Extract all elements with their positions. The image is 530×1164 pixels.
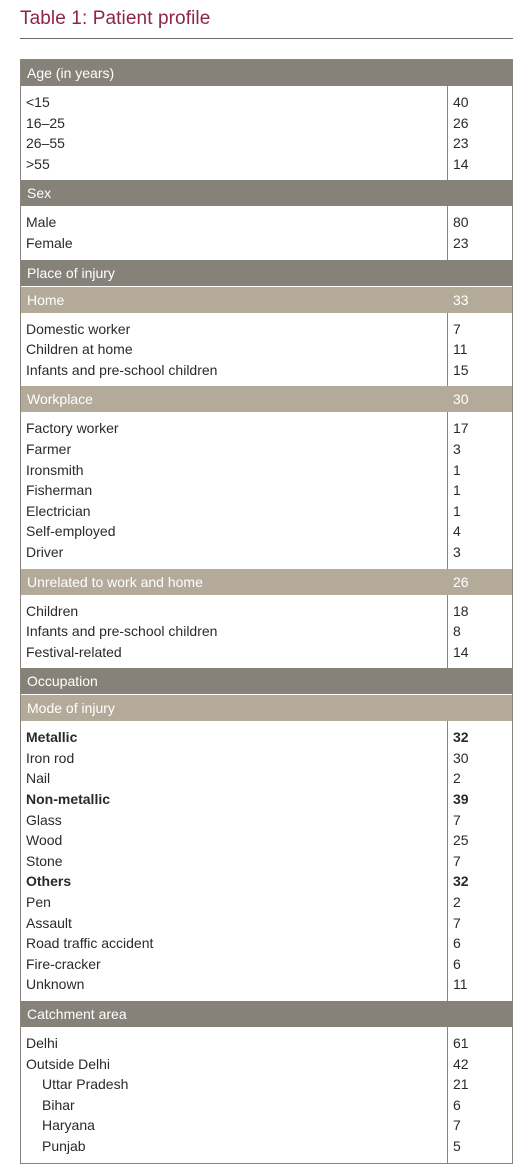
row-label: Metallic <box>26 729 78 746</box>
row-label: Driver <box>26 543 64 560</box>
section-header-label: Catchment area <box>27 1006 127 1022</box>
section-header-label: Occupation <box>27 673 98 690</box>
row-value: 8 <box>453 623 461 640</box>
section-header-label: Age (in years) <box>27 65 115 81</box>
section-header-occupation <box>21 668 512 694</box>
row-value: 7 <box>453 914 461 931</box>
row-label: Nail <box>26 770 51 787</box>
row-label: Road traffic accident <box>26 935 154 952</box>
table-row <box>21 542 512 563</box>
row-label: Fire-cracker <box>26 955 101 972</box>
row-label: Bihar <box>42 1096 75 1113</box>
row-value: 6 <box>453 935 461 952</box>
row-label: Festival-related <box>26 643 122 660</box>
row-value: 11 <box>453 976 468 993</box>
row-value: 23 <box>453 135 469 152</box>
unrelated-rows <box>21 595 512 669</box>
row-label: Fisherman <box>26 482 93 499</box>
title-divider <box>20 38 513 39</box>
row-value: 2 <box>453 894 461 911</box>
row-label: Pen <box>26 894 51 911</box>
table-row <box>21 439 512 460</box>
row-value: 2 <box>453 770 461 787</box>
table-row <box>21 768 512 789</box>
row-value: 3 <box>453 543 461 560</box>
row-label: Self-employed <box>26 523 116 540</box>
row-label: Punjab <box>42 1137 86 1154</box>
workplace-rows <box>21 412 512 568</box>
subsection-header-mode-of-injury <box>21 694 512 721</box>
table-row <box>21 460 512 481</box>
table-row <box>21 1074 512 1095</box>
row-value: 5 <box>453 1137 461 1154</box>
table-row <box>21 851 512 872</box>
row-value: 25 <box>453 832 469 849</box>
table-row <box>21 233 512 254</box>
row-value: 42 <box>453 1055 469 1072</box>
row-label: Ironsmith <box>26 461 84 478</box>
subsection-header-value: 26 <box>453 573 469 590</box>
table-row <box>21 319 512 340</box>
row-label: Domestic worker <box>26 320 131 337</box>
table-row <box>21 748 512 769</box>
table-row <box>21 339 512 360</box>
catchment-rows <box>21 1027 512 1163</box>
row-value: 1 <box>453 461 461 478</box>
row-value: 7 <box>453 811 461 828</box>
table-row <box>21 480 512 501</box>
table-row <box>21 92 512 113</box>
row-value: 11 <box>453 341 468 358</box>
table-title: Table 1: Patient profile <box>20 8 211 29</box>
table-row <box>21 133 512 154</box>
table-row <box>21 501 512 522</box>
age-rows <box>21 86 512 180</box>
row-label: >55 <box>26 155 50 172</box>
row-value: 14 <box>453 643 469 660</box>
row-value: 15 <box>453 361 469 378</box>
table-row <box>21 360 512 381</box>
row-label: Uttar Pradesh <box>42 1076 129 1093</box>
table-row <box>21 830 512 851</box>
row-label: Others <box>26 873 72 890</box>
row-label: 26–55 <box>26 135 65 152</box>
table-row <box>21 1115 512 1136</box>
patient-profile-table <box>20 59 513 1164</box>
row-label: Factory worker <box>26 420 119 437</box>
row-value: 32 <box>453 729 469 746</box>
row-value: 61 <box>453 1035 469 1051</box>
section-header-age <box>21 60 512 86</box>
table-row <box>21 913 512 934</box>
table-row <box>21 974 512 995</box>
section-header-label: Place of injury <box>27 264 115 281</box>
table-row <box>21 954 512 975</box>
row-label: Infants and pre-school children <box>26 361 218 378</box>
subsection-header-value: 30 <box>453 391 469 408</box>
table-row <box>21 933 512 954</box>
row-label: Wood <box>26 832 63 849</box>
subsection-header-label: Workplace <box>27 391 93 408</box>
row-label: <15 <box>26 94 50 110</box>
row-value: 30 <box>453 749 469 766</box>
row-value: 39 <box>453 791 469 808</box>
subsection-header-label: Home <box>27 291 65 308</box>
table-row <box>21 1136 512 1157</box>
row-value: 14 <box>453 155 469 172</box>
row-label: Assault <box>26 914 72 931</box>
subsection-header-home <box>21 286 512 313</box>
table-row <box>21 212 512 233</box>
row-label: Farmer <box>26 440 72 457</box>
row-value: 18 <box>453 602 469 619</box>
sex-rows <box>21 206 512 259</box>
row-label: Children <box>26 602 79 619</box>
row-label: Electrician <box>26 502 91 519</box>
table-row <box>21 113 512 134</box>
row-label: Male <box>26 214 57 231</box>
mode-rows <box>21 721 512 1001</box>
subsection-header-label: Mode of injury <box>27 700 115 717</box>
row-label: Non-metallic <box>26 791 111 808</box>
row-value: 7 <box>453 1117 461 1134</box>
table-row <box>21 642 512 663</box>
table-row <box>21 789 512 810</box>
subsection-header-value: 33 <box>453 291 469 308</box>
table-row <box>21 810 512 831</box>
row-value: 4 <box>453 523 461 540</box>
row-value: 40 <box>453 94 469 110</box>
row-label: Outside Delhi <box>26 1055 111 1072</box>
row-value: 23 <box>453 234 469 251</box>
row-value: 32 <box>453 873 469 890</box>
table-row <box>21 601 512 622</box>
subsection-header-label: Unrelated to work and home <box>27 573 203 590</box>
row-label: Children at home <box>26 341 133 358</box>
home-rows <box>21 313 512 387</box>
row-label: 16–25 <box>26 114 65 131</box>
table-row <box>21 1095 512 1116</box>
row-value: 17 <box>453 420 469 437</box>
row-label: Stone <box>26 852 63 869</box>
row-value: 6 <box>453 955 461 972</box>
row-value: 7 <box>453 852 461 869</box>
section-header-place-of-injury <box>21 260 512 286</box>
table-row <box>21 892 512 913</box>
subsection-header-workplace <box>21 386 512 412</box>
row-label: Female <box>26 234 73 251</box>
table-row <box>21 154 512 175</box>
row-label: Iron rod <box>26 749 75 766</box>
row-value: 80 <box>453 214 469 231</box>
section-header-sex <box>21 180 512 206</box>
row-label: Infants and pre-school children <box>26 623 218 640</box>
table-row <box>21 521 512 542</box>
table-row <box>21 727 512 748</box>
table-row <box>21 871 512 892</box>
row-value: 7 <box>453 320 461 337</box>
table-row <box>21 1054 512 1075</box>
table-row <box>21 621 512 642</box>
table-row <box>21 418 512 439</box>
section-header-catchment-area <box>21 1001 512 1027</box>
row-value: 6 <box>453 1096 461 1113</box>
row-label: Unknown <box>26 976 85 993</box>
row-value: 1 <box>453 482 461 499</box>
row-label: Delhi <box>26 1035 58 1051</box>
row-label: Haryana <box>42 1117 95 1134</box>
row-value: 3 <box>453 440 461 457</box>
row-value: 26 <box>453 114 469 131</box>
row-label: Glass <box>26 811 62 828</box>
table-row <box>21 1033 512 1054</box>
row-value: 1 <box>453 502 461 519</box>
section-header-label: Sex <box>27 185 52 202</box>
subsection-header-unrelated <box>21 569 512 595</box>
row-value: 21 <box>453 1076 469 1093</box>
